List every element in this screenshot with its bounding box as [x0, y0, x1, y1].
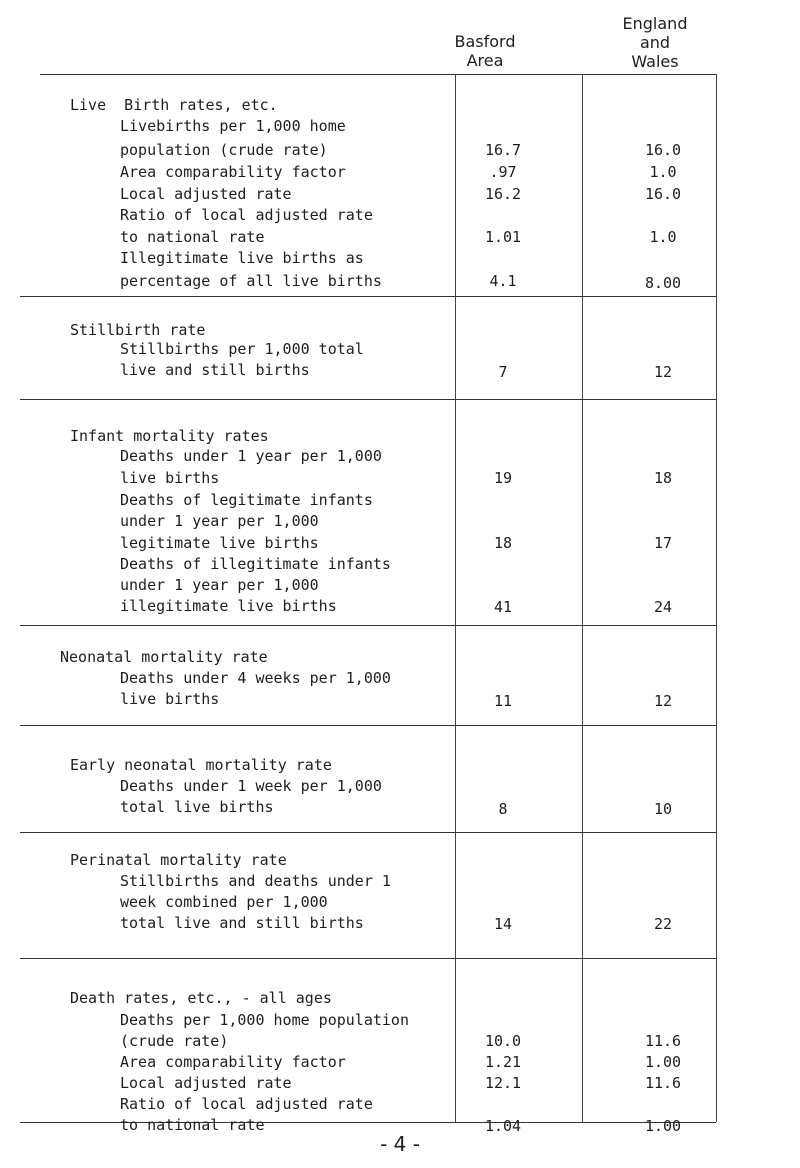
row-label: Stillbirths and deaths under 1	[120, 872, 391, 890]
row-label: Perinatal mortality rate	[70, 851, 287, 869]
value-england: 16.0	[644, 185, 682, 203]
value-basford: 10.0	[484, 1032, 522, 1050]
value-england: 12	[653, 692, 673, 710]
value-basford: 4.1	[489, 272, 517, 290]
table-right-border	[716, 74, 717, 1122]
row-label: illegitimate live births	[120, 597, 337, 615]
value-basford: 19	[493, 469, 513, 487]
row-label: week combined per 1,000	[120, 893, 328, 911]
value-england: 10	[653, 800, 673, 818]
row-label: under 1 year per 1,000	[120, 576, 319, 594]
value-england: 1.0	[649, 163, 677, 181]
row-label: Deaths of legitimate infants	[120, 491, 373, 509]
heading-line: England	[622, 14, 688, 33]
value-basford: 12.1	[484, 1074, 522, 1092]
heading-line: Wales	[631, 52, 679, 71]
row-label: Deaths under 1 year per 1,000	[120, 447, 382, 465]
value-england: 1.0	[649, 228, 677, 246]
row-label: Infant mortality rates	[70, 427, 269, 445]
value-basford: 11	[493, 692, 513, 710]
value-england: 17	[653, 534, 673, 552]
section-divider	[20, 399, 716, 400]
row-label: Neonatal mortality rate	[60, 648, 268, 666]
row-label: total live and still births	[120, 914, 364, 932]
value-england: 11.6	[644, 1032, 682, 1050]
value-england: 8.00	[644, 274, 682, 292]
row-label: Deaths of illegitimate infants	[120, 555, 391, 573]
table-top-rule	[40, 74, 716, 75]
row-label: to national rate	[120, 1116, 265, 1134]
row-label: Local adjusted rate	[120, 1074, 292, 1092]
value-england: 1.00	[644, 1053, 682, 1071]
row-label: Ratio of local adjusted rate	[120, 1095, 373, 1113]
value-basford: 1.01	[484, 228, 522, 246]
row-label: percentage of all live births	[120, 272, 382, 290]
section-divider	[20, 725, 716, 726]
row-label: Stillbirths per 1,000 total	[120, 340, 364, 358]
row-label: Deaths under 1 week per 1,000	[120, 777, 382, 795]
row-label: (crude rate)	[120, 1032, 229, 1050]
column-divider-england	[582, 74, 583, 1122]
row-label: Deaths under 4 weeks per 1,000	[120, 669, 391, 687]
row-label: Illegitimate live births as	[120, 249, 364, 267]
row-label: Death rates, etc., - all ages	[70, 989, 332, 1007]
value-basford: 16.2	[484, 185, 522, 203]
value-basford: 14	[493, 915, 513, 933]
value-england: 18	[653, 469, 673, 487]
value-basford: .97	[489, 163, 517, 181]
row-label: Local adjusted rate	[120, 185, 292, 203]
value-basford: 7	[498, 363, 508, 381]
column-heading-basford	[420, 32, 550, 70]
value-england: 22	[653, 915, 673, 933]
row-label: Early neonatal mortality rate	[70, 756, 332, 774]
column-heading-england-wales	[590, 14, 720, 71]
heading-line: and	[639, 33, 671, 52]
value-basford: 16.7	[484, 141, 522, 159]
heading-line: Basford	[454, 32, 516, 51]
row-label: legitimate live births	[120, 534, 319, 552]
row-label: Live Birth rates, etc.	[70, 96, 278, 114]
value-basford: 18	[493, 534, 513, 552]
section-divider	[20, 832, 716, 833]
value-basford: 41	[493, 598, 513, 616]
row-label: Stillbirth rate	[70, 321, 206, 339]
section-divider	[20, 296, 716, 297]
value-england: 1.00	[644, 1117, 682, 1135]
row-label: to national rate	[120, 228, 265, 246]
value-basford: 8	[498, 800, 508, 818]
row-label: live and still births	[120, 361, 310, 379]
row-label: Deaths per 1,000 home population	[120, 1011, 409, 1029]
page-number: - 4 -	[380, 1132, 420, 1156]
heading-line: Area	[466, 51, 504, 70]
row-label: Livebirths per 1,000 home	[120, 117, 346, 135]
row-label: Ratio of local adjusted rate	[120, 206, 373, 224]
value-basford: 1.21	[484, 1053, 522, 1071]
row-label: live births	[120, 469, 220, 487]
value-england: 12	[653, 363, 673, 381]
section-divider	[20, 958, 716, 959]
row-label: Area comparability factor	[120, 1053, 346, 1071]
row-label: total live births	[120, 798, 274, 816]
value-england: 24	[653, 598, 673, 616]
row-label: population (crude rate)	[120, 141, 328, 159]
value-england: 11.6	[644, 1074, 682, 1092]
section-divider	[20, 625, 716, 626]
row-label: under 1 year per 1,000	[120, 512, 319, 530]
row-label: Area comparability factor	[120, 163, 346, 181]
value-england: 16.0	[644, 141, 682, 159]
value-basford: 1.04	[484, 1117, 522, 1135]
row-label: live births	[120, 690, 220, 708]
